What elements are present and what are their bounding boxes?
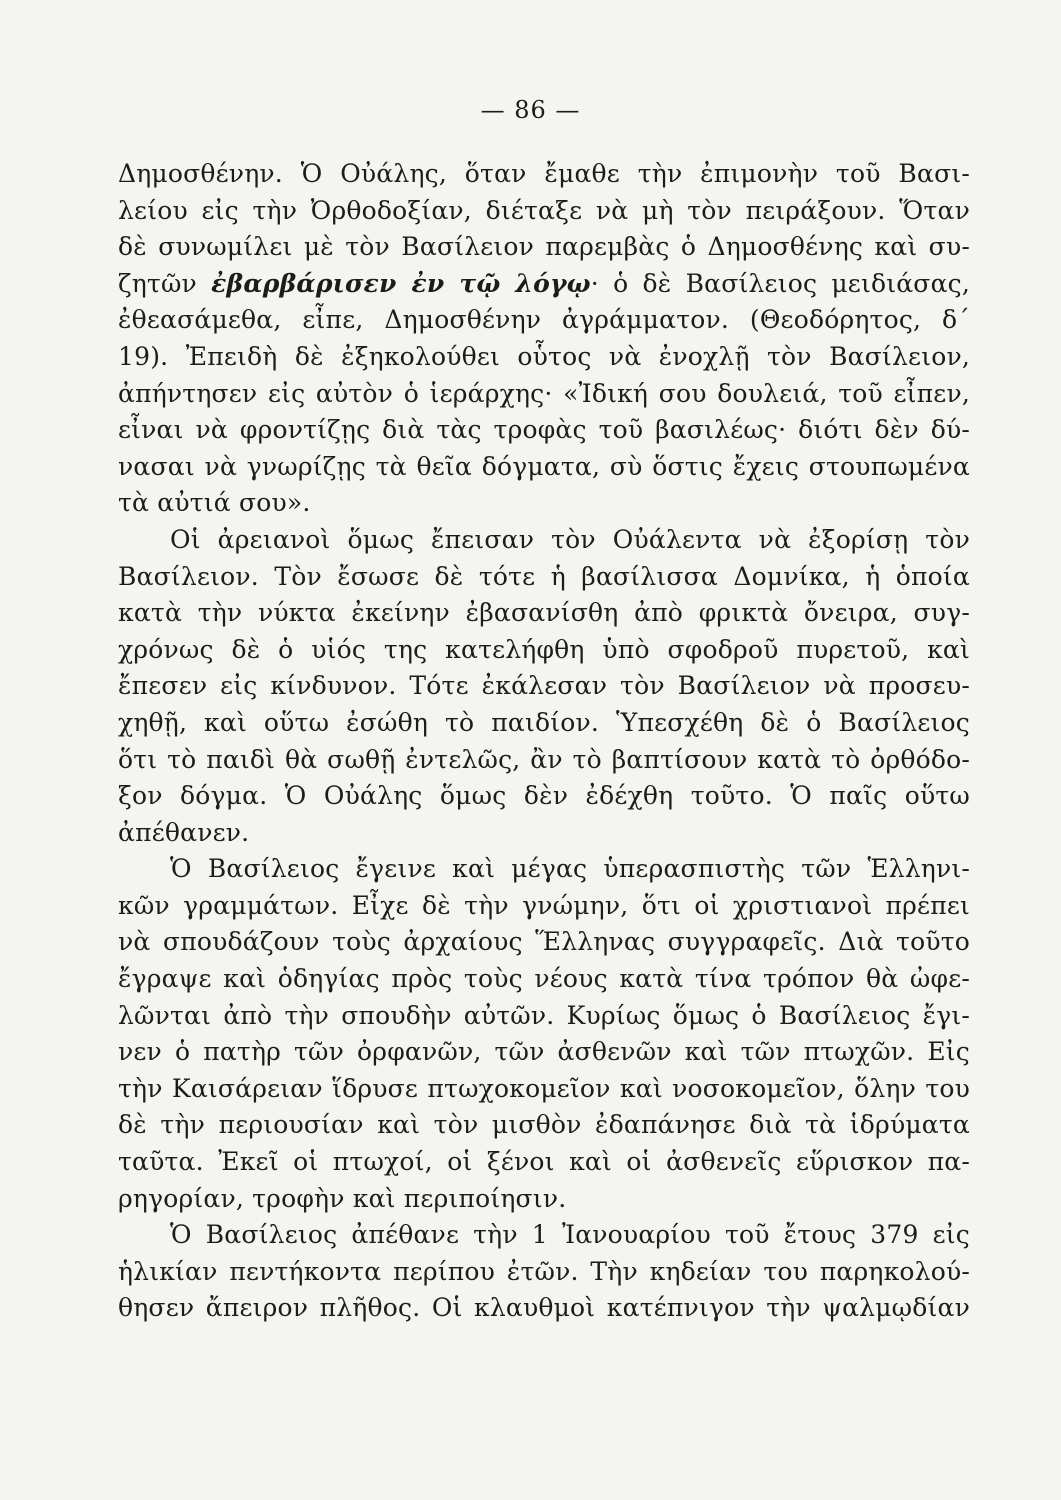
text-line: δὲ τὴν περιουσίαν καὶ τὸν μισθὸν ἐδαπάνησε διὰ τὰ ἱδρύματα — [118, 1110, 970, 1140]
text-line: νὰ σπουδάζουν τοὺς ἀρχαίους Ἕλληνας συγγραφεῖς. Διὰ τοῦτο — [118, 927, 970, 957]
text-line: 19). Ἐπειδὴ δὲ ἐξηκολούθει οὗτος νὰ ἐνοχλῇ τὸν Βασίλειον, — [118, 341, 970, 371]
text-line: λείου εἰς τὴν Ὀρθοδοξίαν, διέταξε νὰ μὴ τὸν πειράξουν. Ὅταν — [118, 195, 970, 225]
text-line: ἀπήντησεν εἰς αὐτὸν ὁ ἱεράρχης· «Ἰδική σου δουλειά, τοῦ εἶπεν, — [118, 378, 970, 408]
text-line: κῶν γραμμάτων. Εἶχε δὲ τὴν γνώμην, ὅτι οἱ χριστιανοὶ πρέπει — [118, 890, 970, 920]
text-line: Δημοσθένην. Ὁ Οὐάλης, ὅταν ἔμαθε τὴν ἐπιμονὴν τοῦ Βασι- — [118, 159, 970, 188]
paragraph-start: Ὁ Βασίλειος ἔγεινε καὶ μέγας ὑπερασπιστὴς τῶν Ἑλληνι- — [170, 854, 970, 884]
text-line: ἔγραψε καὶ ὁδηγίας πρὸς τοὺς νέους κατὰ τίνα τρόπον θὰ ὠφε- — [118, 964, 970, 994]
text-line-with-emphasis — [118, 266, 970, 303]
text-line: ρηγορίαν, τροφὴν καὶ περιποίησιν. — [118, 1183, 567, 1213]
text-line: ὅτι τὸ παιδὶ θὰ σωθῇ ἐντελῶς, ἂν τὸ βαπτίσουν κατὰ τὸ ὀρθόδο- — [118, 744, 970, 774]
body-text — [118, 156, 970, 1327]
paragraph-start: Ὁ Βασίλειος ἀπέθανε τὴν 1 Ἰανουαρίου τοῦ ἔτους 379 εἰς — [170, 1220, 970, 1250]
text-line: χρόνως δὲ ὁ υἱός της κατελήφθη ὑπὸ σφοδροῦ πυρετοῦ, καὶ — [118, 634, 970, 664]
text-line: νασαι νὰ γνωρίζῃς τὰ θεῖα δόγματα, σὺ ὅστις ἔχεις στουπωμένα — [118, 451, 970, 481]
text-line: λῶνται ἀπὸ τὴν σπουδὴν αὐτῶν. Κυρίως ὅμως ὁ Βασίλειος ἔγι- — [118, 1000, 970, 1030]
text-line: ἐθεασάμεθα, εἶπε, Δημοσθένην ἀγράμματον. (Θεοδόρητος, δ΄ — [118, 305, 970, 335]
page-number: — 86 — — [480, 96, 581, 124]
text-line: εἶναι νὰ φροντίζῃς διὰ τὰς τροφὰς τοῦ βασιλέως· διότι δὲν δύ- — [118, 415, 970, 445]
text-line: νεν ὁ πατὴρ τῶν ὀρφανῶν, τῶν ἀσθενῶν καὶ τῶν πτωχῶν. Εἰς — [118, 1037, 970, 1067]
text-line: κατὰ τὴν νύκτα ἐκείνην ἐβασανίσθη ἀπὸ φρικτὰ ὄνειρα, συγ- — [118, 598, 970, 628]
text-line: ἀπέθανεν. — [118, 817, 250, 847]
paragraph-start: Οἱ ἀρειανοὶ ὅμως ἔπεισαν τὸν Οὐάλεντα νὰ ἐξορίσῃ τὸν — [170, 524, 970, 554]
text-line: ἔπεσεν εἰς κίνδυνον. Τότε ἐκάλεσαν τὸν Βασίλειον νὰ προσευ- — [118, 671, 970, 701]
text-line: τὰ αὐτιά σου». — [118, 488, 311, 518]
line-suffix: · ὁ δὲ Βασίλειος μειδιάσας, — [590, 268, 970, 298]
text-line: ταῦτα. Ἐκεῖ οἱ πτωχοί, οἱ ξένοι καὶ οἱ ἀσθενεῖς εὕρισκον πα- — [118, 1147, 970, 1177]
line-prefix: ζητῶν — [118, 268, 212, 298]
text-line: δὲ συνωμίλει μὲ τὸν Βασίλειον παρεμβὰς ὁ Δημοσθένης καὶ συ- — [118, 232, 970, 262]
text-line: ἡλικίαν πεντήκοντα περίπου ἐτῶν. Τὴν κηδείαν του παρηκολού- — [118, 1256, 970, 1286]
text-line: θησεν ἄπειρον πλῆθος. Οἱ κλαυθμοὶ κατέπνιγον τὴν ψαλμῳδίαν — [118, 1293, 970, 1323]
text-line: ξον δόγμα. Ὁ Οὐάλης ὅμως δὲν ἐδέχθη τοῦτο. Ὁ παῖς οὕτω — [118, 781, 970, 811]
text-line: Βασίλειον. Τὸν ἔσωσε δὲ τότε ἡ βασίλισσα Δομνίκα, ἡ ὁποία — [118, 561, 970, 591]
text-line: τὴν Καισάρειαν ἵδρυσε πτωχοκομεῖον καὶ νοσοκομεῖον, ὅλην του — [118, 1073, 970, 1103]
text-line: χηθῇ, καὶ οὕτω ἐσώθη τὸ παιδίον. Ὑπεσχέθη δὲ ὁ Βασίλειος — [118, 707, 970, 737]
emphasized-phrase: ἐβαρβάρισεν ἐν τῷ λόγῳ — [211, 268, 591, 298]
